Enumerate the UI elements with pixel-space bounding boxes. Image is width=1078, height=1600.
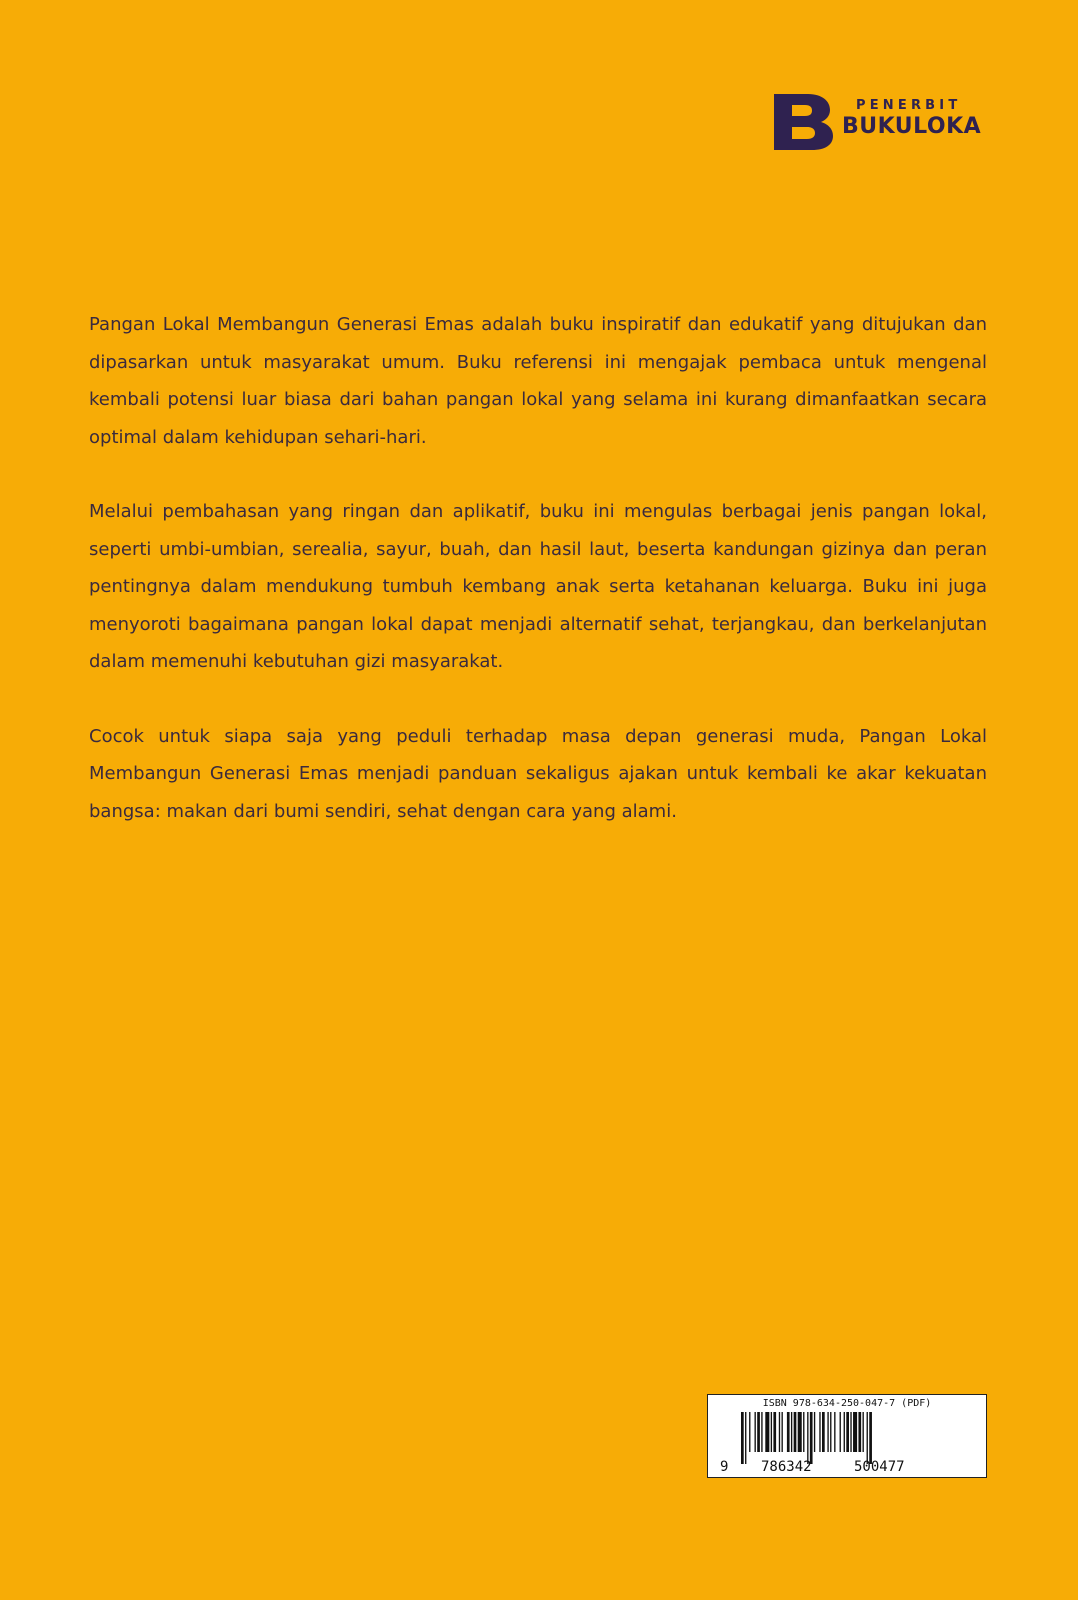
bukuloka-b-logo-icon (770, 92, 838, 150)
barcode-digits-right: 500477 (854, 1459, 905, 1475)
barcode-digit-first: 9 (720, 1459, 729, 1475)
isbn-text: ISBN 978-634-250-047-7 (PDF) (762, 1398, 932, 1409)
barcode-digits-left: 786342 (761, 1459, 812, 1475)
isbn-barcode (707, 1394, 987, 1478)
back-cover-blurb (89, 306, 987, 867)
publisher-logo (770, 92, 990, 150)
blurb-paragraph-3: Cocok untuk siapa saja yang peduli terhadap masa depan generasi muda, Pangan Lokal Membangun Generasi Emas menjadi panduan sekaligus ajakan untuk kembali ke akar kekuatan bangsa: makan dari bumi sendiri, sehat dengan cara yang alami. (89, 725, 987, 822)
publisher-name: BUKULOKA (842, 114, 982, 139)
blurb-paragraph-1: Pangan Lokal Membangun Generasi Emas adalah buku inspiratif dan edukatif yang ditujukan dan dipasarkan untuk masyarakat umum. Buku referensi ini mengajak pembaca untuk mengenal kembali potensi luar biasa dari bahan pangan lokal yang selama ini kurang dimanfaatkan secara optimal dalam kehidupan sehari-hari. (89, 314, 987, 448)
blurb-paragraph-2: Melalui pembahasan yang ringan dan aplikatif, buku ini mengulas berbagai jenis pangan lokal, seperti umbi-umbian, serealia, sayur, buah, dan hasil laut, beserta kandungan gizinya dan peran pentingnya dalam mendukung tumbuh kembang anak serta ketahanan keluarga. Buku ini juga menyoroti bagaimana pangan lokal dapat menjadi alternatif sehat, terjangkau, dan berkelanjutan dalam memenuhi kebutuhan gizi masyarakat. (89, 501, 987, 672)
barcode-bars-icon (741, 1412, 941, 1464)
publisher-label: PENERBIT (856, 98, 962, 113)
